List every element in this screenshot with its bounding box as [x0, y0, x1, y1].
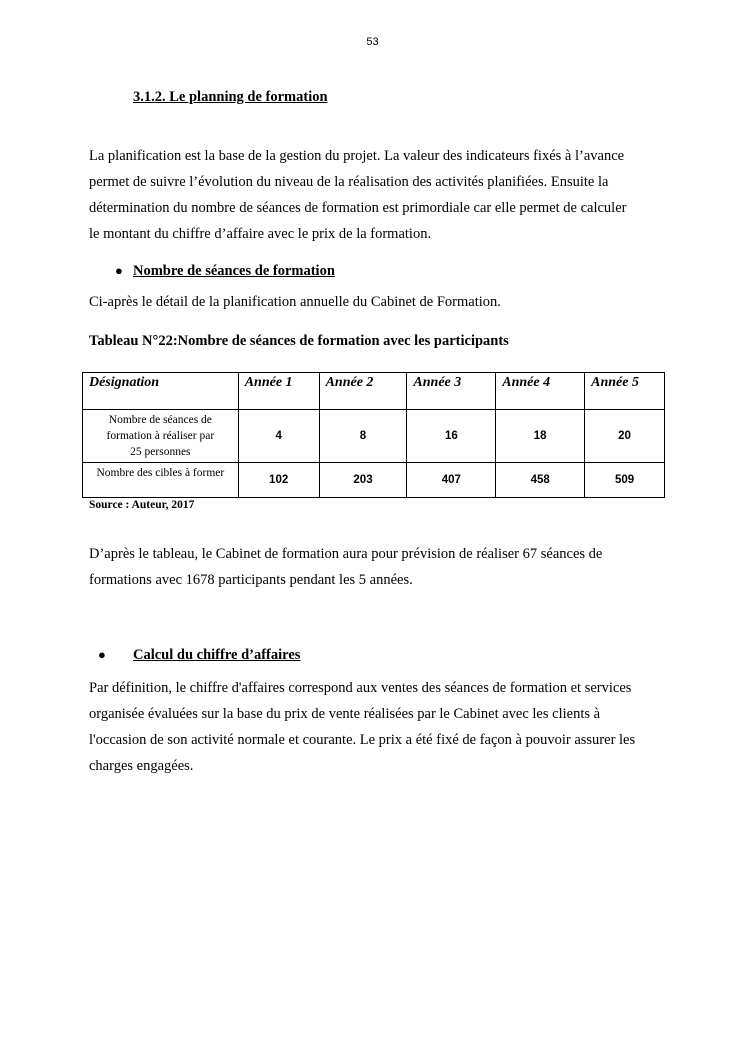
header-annee-2: Année 2: [319, 373, 407, 410]
header-annee-5: Année 5: [585, 373, 665, 410]
table-row: [83, 410, 665, 463]
table-cell: 509: [585, 463, 665, 498]
paragraph-line: charges engagées.: [89, 758, 194, 774]
paragraph-line: La planification est la base de la gestion du projet. La valeur des indicateurs fixés à l’avance: [89, 148, 625, 164]
table-cell: 4: [238, 410, 319, 463]
table-cell: 18: [496, 410, 585, 463]
section-title: 3.1.2. Le planning de formation: [133, 89, 328, 105]
paragraph-line: formations avec 1678 participants pendant les 5 années.: [89, 572, 413, 588]
paragraph-line: l'occasion de son activité normale et courante. Le prix a été fixé de façon à pouvoir assurer les: [89, 732, 636, 748]
row-label: [83, 463, 239, 498]
table-title: Tableau N°22:Nombre de séances de formation avec les participants: [89, 333, 509, 349]
page-number: 53: [366, 36, 379, 48]
table-cell: 102: [238, 463, 319, 498]
bullet-dot-icon: ●: [98, 647, 106, 662]
paragraph-line: Par définition, le chiffre d'affaires correspond aux ventes des séances de formation et services: [89, 680, 632, 696]
table-cell: 16: [407, 410, 496, 463]
paragraph-line: détermination du nombre de séances de formation est primordiale car elle permet de calculer: [89, 200, 627, 216]
header-annee-3: Année 3: [407, 373, 496, 410]
bullet-label: Calcul du chiffre d’affaires: [133, 647, 301, 663]
intro-paragraph: [89, 143, 669, 247]
paragraph-line: permet de suivre l’évolution du niveau de la réalisation des activités planifiées. Ensuite la: [89, 174, 609, 190]
table-cell: 458: [496, 463, 585, 498]
table-row: [83, 463, 665, 498]
header-annee-1: Année 1: [238, 373, 319, 410]
bullet-dot-icon: ●: [115, 263, 123, 278]
row-label-line: Nombre des cibles à former: [96, 467, 225, 479]
table-cell: 20: [585, 410, 665, 463]
table-header-row: [83, 373, 665, 410]
seances-table: [82, 372, 665, 498]
header-annee-4: Année 4: [496, 373, 585, 410]
table-source: Source : Auteur, 2017: [89, 499, 195, 511]
planning-intro: Ci-après le détail de la planification annuelle du Cabinet de Formation.: [89, 294, 501, 310]
summary-paragraph: [89, 541, 669, 593]
paragraph-line: le montant du chiffre d’affaire avec le prix de la formation.: [89, 226, 432, 242]
table-cell: 203: [319, 463, 407, 498]
header-designation: Désignation: [83, 373, 239, 410]
row-label-line: 25 personnes: [130, 446, 191, 458]
row-label-line: Nombre de séances de: [108, 414, 212, 426]
row-label: [83, 410, 239, 463]
bullet-label: Nombre de séances de formation: [133, 263, 335, 279]
revenue-paragraph: [89, 675, 669, 779]
table-cell: 407: [407, 463, 496, 498]
row-label-line: formation à réaliser par: [106, 430, 215, 442]
paragraph-line: organisée évaluées sur la base du prix de vente réalisées par le Cabinet avec les clients à: [89, 706, 601, 722]
paragraph-line: D’après le tableau, le Cabinet de formation aura pour prévision de réaliser 67 séances de: [89, 546, 603, 562]
table-cell: 8: [319, 410, 407, 463]
